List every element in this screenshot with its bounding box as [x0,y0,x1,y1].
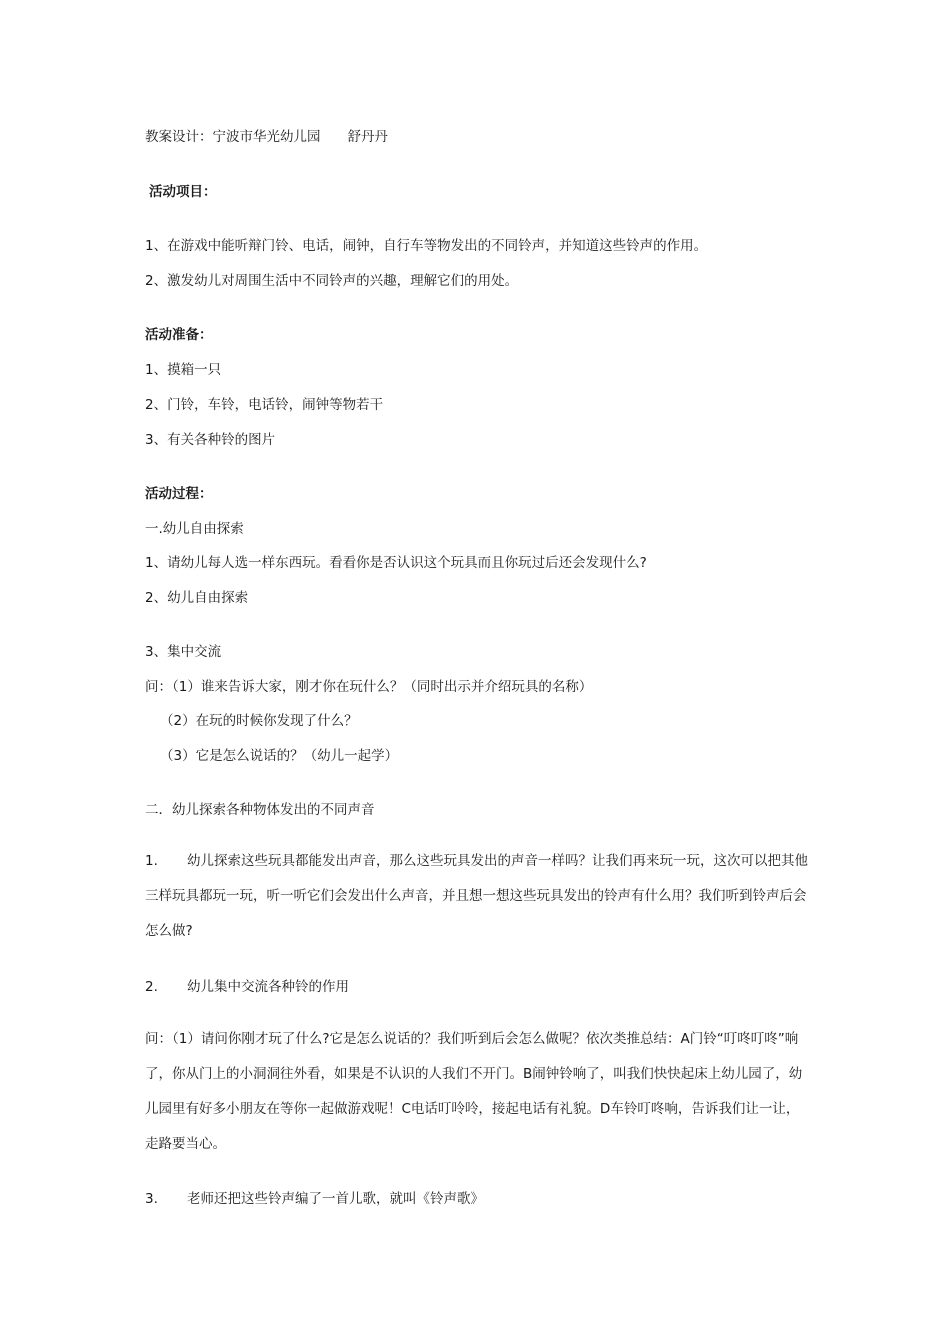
paragraph-number: 2. [145,979,158,995]
part2-question: 问：（1）请问你刚才玩了什么?它是怎么说话的？我们听到后会怎么做呢？依次类推总结：A门铃“叮咚叮咚”响了，你从门上的小洞洞往外看，如果是不认识的人我们不开门。B闹钟铃响了，叫我们快快起床上幼儿园了，幼儿园里有好多小朋友在等你一起做游戏呢！C电话叮呤呤，接起电话有礼貌。D车铃叮咚响，告诉我们让一让，走路要当心。 [145,1031,803,1152]
part2-paragraph-1 [145,844,810,949]
objective-item: 1、在游戏中能听辩门铃、电话，闹钟，自行车等物发出的不同铃声，并知道这些铃声的作用。 [145,238,708,254]
paragraph-text: 幼儿集中交流各种铃的作用 [187,979,349,995]
part2-paragraph-3 [145,1189,484,1209]
preparation-item: 3、有关各种铃的图片 [145,432,276,448]
preparation-item: 1、摸箱一只 [145,362,222,378]
process-heading: 活动过程： [145,486,213,502]
paragraph-text: 幼儿探索这些玩具都能发出声音，那么这些玩具发出的声音一样吗？让我们再来玩一玩，这次可以把其他三样玩具都玩一玩，听一听它们会发出什么声音，并且想一想这些玩具发出的铃声有什么用？我们听到铃声后会怎么做? [145,853,808,939]
part1-question: 问：（1）谁来告诉大家，刚才你在玩什么？（同时出示并介绍玩具的名称） [145,679,593,695]
part1-title: 一.幼儿自由探索 [145,521,244,537]
paragraph-text: 老师还把这些铃声编了一首儿歌，就叫《铃声歌》 [187,1191,484,1207]
paragraph-number: 1. [145,853,158,869]
part2-paragraph-2 [145,977,349,997]
part1-step: 2、幼儿自由探索 [145,590,249,606]
part2-title: 二．幼儿探索各种物体发出的不同声音 [145,802,375,818]
preparation-item: 2、门铃，车铃，电话铃，闹钟等物若干 [145,397,384,413]
part1-question: （2）在玩的时候你发现了什么？ [160,713,358,729]
preparation-heading: 活动准备： [145,327,213,343]
part1-question: （3）它是怎么说话的？（幼儿一起学） [160,748,399,764]
part1-step: 3、集中交流 [145,644,222,660]
designer-line: 教案设计：宁波市华光幼儿园 舒丹丹 [145,129,388,145]
part1-step: 1、请幼儿每人选一样东西玩。看看你是否认识这个玩具而且你玩过后还会发现什么? [145,555,647,571]
objective-item: 2、激发幼儿对周围生活中不同铃声的兴趣，理解它们的用处。 [145,273,519,289]
paragraph-number: 3. [145,1191,158,1207]
objectives-heading: 活动项目： [149,184,217,200]
